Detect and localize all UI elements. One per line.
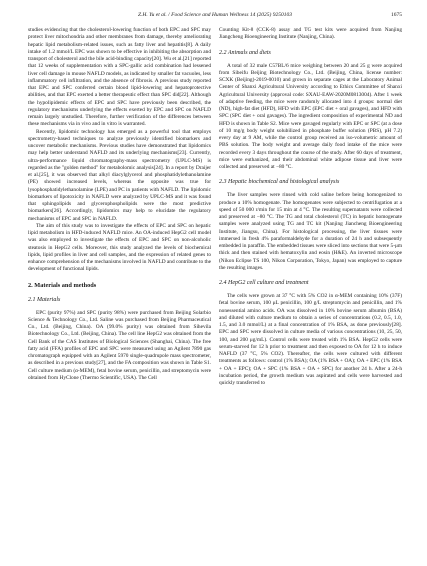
paragraph: The aim of this study was to investigate the effects of EPC and SPC on hepatic lipid metabolism in HFD-induced NAFLD mice. An OA-induced HepG2 cell model was also employed to investigate the effects of EPC and SPC on non-alcoholic steatosis in HepG2 cells. Moreover, this study analyzed the levels of biochemical lipids, lipid profiles in liver and cell samples, and the expression of related genes to enhance comprehension of the mechanisms involved in NAFLD and contribute to the development of functional lipids. (28, 222, 211, 273)
right-column (219, 27, 402, 555)
paragraph: Recently, lipidomic technology has emerged as a powerful tool that employs spectrometry-based techniques to analyze previously identified biomarkers and uncover metabolic mechanisms. Previous studies have demonstrated that lipidomics may help better understand NAFLD and its underlying mechanisms[23]. Currently, ultra-performance liquid chromatography-mass spectrometry (UPLC-MS) is regarded as the "golden method" for metabolomic analysis[24]. In a report by Draijer et al.[25], it was observed that alkyl diacylglycerol and phosphatidylethanolamine (PE) showed increased levels, whereas the opposite was true for lysophosphatidylethanolamine (LPE) and PC in patients with NAFLD. The lipidomic biomarkers of lipotoxicity in NAFLD were analyzed by UPLC-MS and it was found that sphingolipids and glycerophospholipids were the most predictive biomarkers[26]. Accordingly, lipidomics may help to elucidate the regulatory mechanisms of EPC and SPC in NAFLD. (28, 128, 211, 222)
subsection-heading: 2.3 Hepatic biochemical and histological analysis (219, 179, 340, 186)
paragraph: The liver samples were rinsed with cold saline before being homogenized to produce a 10% homogenate. The homogenates were subjected to centrifugation at a speed of 50 000 r/min for 15 min at 4 °C. The resulting supernatants were collected and preserved at −80 °C. The TG and total cholesterol (TC) in hepatic homogenate samples were analyzed using TG and TC kit (Nanjing Jiancheng Bioengineering Institute, Jiangsu, China). For histological processing, the liver tissues were immersed in fresh 4% paraformaldehyde for a duration of 24 h and subsequently embedded in paraffin. The embedded tissues were sliced into sections that were 5-μm thick and then stained with hematoxylin and eosin (H&E). An inverted microscope (Nikon Eclipse TS 100, Nikon Corporation, Tokyo, Japan) was employed to capture the resulting images. (219, 192, 402, 271)
subsection-heading: 2.1 Materials (28, 296, 61, 303)
paragraph: The cells were grown at 37 °C with 5% CO2 in α-MEM containing 10% (37F) fetal bovine serum, 100 μL penicillin, 100 g/L streptomycin and penicillin, and 1% nonessential amino acids. OA was dissolved in 10% bovine serum albumin (BSA) and diluted with culture medium to obtain a series of concentrations (0.2, 0.5, 1.0, 1.5, and 3.0 mmol/L) at a final concentration of 1% BSA, as done previously[28]. EPC and SPC were dissolved in culture media of various concentrations (10, 25, 50, 100, and 200 μg/mL). Control cells were treated with 1% BSA. HepG2 cells were serum-starved for 12 h prior to treatment and then exposed to OA for 12 h to induce NAFLD (37 °C, 5% CO2). Thereafter, the cells were cultured with different treatments as follows: control (1% BSA); OA (1% BSA + OA); OA + EPC (1% BSA + OA + EPC); OA + SPC (1% BSA + OA + SPC) for another 24 h. After a 24-h incubation period, the growth medium was aspirated and cells were harvested and quickly transferred to (219, 293, 402, 386)
page-number: 1675 (391, 12, 402, 18)
section-heading: 2. Materials and methods (28, 281, 97, 289)
subsection-heading: 2.2 Animals and diets (219, 49, 271, 56)
paragraph: studies evidencing that the cholesterol-lowering function of both EPC and SPC may protect liver mitochondria and other membranes from damage, thereby ameliorating hepatic lipid metabolism-related issues, such as fatty liver and hepatitis[8]. A daily intake of 1.2 mmol/L EPC was shown to be effective in inhibiting the absorption and transport of cholesterol and the bile acid-binding capacity[20]. Wu et al.[21] reported that 12 weeks of supplementation with a SPC-gallic acid combination had lessened liver cell damage in mouse NAFLD models, as indicated by smaller fat vacuoles, less inflammatory cell infiltration, and the absence of fibrosis. A previous study reported that EPC and SPC conferred certain blood lipid-lowering and hepatoprotective abilities, and that EPC exerted a better therapeutic effect than SPC did[22]. Although the hypolipidemic effects of EPC and SPC have previously been described, the regulatory mechanisms underlying the effects exerted by EPC and SPC on NAFLD remain largely unstudied. Therefore, further verification of the differences between these mechanisms via in vivo and in vitro is warranted. (28, 27, 211, 128)
running-header (28, 12, 402, 22)
paragraph: EPC (purity 97%) and SPC (purity 98%) were purchased from Beijing Solarbio Science & Technology Co., Ltd. Saline was purchased from Beijing Pharmaceutical Co., Ltd. (Beijing, China). OA (99.0% purity) was obtained from Sihevila Biotechnology Co., Ltd. (Beijing, China). The cell line HepG2 was obtained from the Cell Bank of the CAS Institutes of Biological Sciences (Shanghai, China). The free fatty acid (FFA) profiles of EPC and SPC were measured using an Agilent 7890 gas chromatograph equipped with an Agilent 5970 single-quadrupole mass spectrometer, as described in a previous study[27], and the FA composition was shown in Table S1. Cell culture medium (α-MEM), fetal bovine serum, penicillin, and streptomycin were obtained from HyClone (Thermo Scientific, USA). The Cell (28, 309, 211, 381)
subsection-heading: 2.4 HepG2 cell culture and treatment (219, 280, 309, 286)
left-column (28, 27, 211, 555)
paragraph: Counting Kit-8 (CCK-8) assay and TG test kits were acquired from Nanjing Jiangcheng Bioengineering Institute (Nanjing, China). (219, 27, 402, 41)
paragraph: A total of 32 male C57BL/6 mice weighing between 20 and 25 g were acquired from Sibeifu Beijing Biotechnology Co., Ltd. (Beijing, China, license number: SCXK (Beijing)-2019-0010) and grown in separate cages at the Laboratory Animal Center of Shanxi Agricultural University according to Ethics Committee of Shanxi Agricultural University (approval code: SXAU-EAW-2020M0813004). After 1 week of adaptive feeding, the mice were randomly allocated into 4 groups: normal diet (ND), high-fat diet (HFD), HFD with EPC (EPC diet + oral gavages), and HFD with SPC (SPC diet + oral gavages). The ingredient composition of experimental ND and HFD is shown in Table S2. Mice were gavaged regularly with EPC or SPC (at a dose of 10 mg/g body weight solubilized in phosphate buffer solution (PBS), pH 7.2) every day at 9 AM, while the control group received an iso-volumetric amount of PBS solution. The body weight and average daily food intake of the mice were recorded every 3 days throughout the course of the study. After 60 days of treatment, mice were euthanized, and their abdominal white adipose tissue and liver were collected and preserved at −80 °C. (219, 62, 402, 170)
journal-citation: Z.H. Yu et al. / Food Science and Human Wellness 14 (2025) 9250103 (137, 12, 293, 18)
